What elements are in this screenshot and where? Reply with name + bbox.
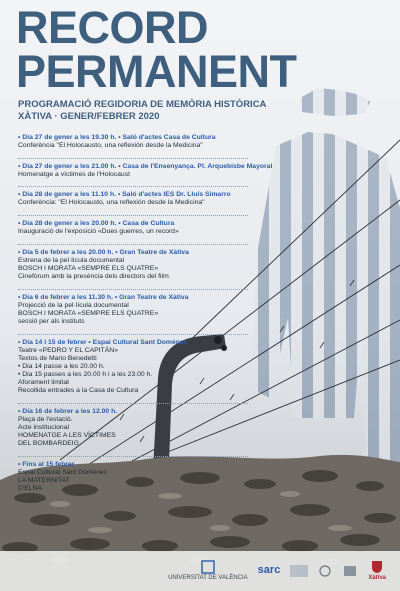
event-detail-line: D'ELNA bbox=[18, 484, 42, 492]
divider bbox=[18, 186, 248, 187]
event-detail-line: Inauguració de l'exposició «Dues guerres, un record» bbox=[18, 228, 179, 236]
divider bbox=[18, 215, 248, 216]
divider bbox=[18, 158, 248, 159]
logo-placeholder-1 bbox=[290, 565, 308, 578]
event-detail-line: Plaça de l'estació. bbox=[18, 415, 73, 423]
bullet-icon: • bbox=[18, 191, 23, 199]
divider bbox=[18, 244, 248, 245]
event-header bbox=[18, 134, 278, 142]
sponsor-logos-bar bbox=[0, 551, 400, 591]
logo-universitat-valencia bbox=[168, 560, 248, 582]
subtitle-line-1: PROGRAMACIÓ REGIDORIA DE MEMÒRIA HISTÒRICA bbox=[18, 99, 267, 110]
event-item bbox=[18, 220, 278, 236]
logo-sarc bbox=[257, 563, 281, 576]
event-item bbox=[18, 408, 278, 448]
bullet-icon: • bbox=[18, 460, 23, 468]
subtitle-line-2: XÀTIVA · GENER/FEBRER 2020 bbox=[18, 110, 160, 122]
event-item bbox=[18, 134, 278, 150]
event-detail-line: Recollida entrades a la Casa de Cultura bbox=[18, 387, 139, 395]
event-detail-line: BOSCH I MORATA «SEMPRE ELS QUATRE» bbox=[18, 309, 159, 317]
logo-label: sarc bbox=[257, 563, 281, 576]
event-detail-line: Textos de Mario Benedetti bbox=[18, 354, 97, 362]
event-detail-line: Conferència "El Holocausto, una reflexión desde la Medicina" bbox=[18, 142, 203, 150]
divider bbox=[18, 334, 248, 335]
event-header bbox=[18, 191, 278, 199]
event-header bbox=[18, 339, 278, 347]
event-detail-line: LA MATERNITAT bbox=[18, 476, 70, 484]
event-detail-line: Homenatge a víctimes de l'Holocaust bbox=[18, 170, 130, 178]
divider bbox=[18, 289, 248, 290]
bullet-icon: • bbox=[18, 134, 23, 141]
event-detail-line: Cinefòrum amb la presència dels directors del film bbox=[18, 273, 169, 281]
event-detail-line: • Dia 14 passe a les 20.00 h. bbox=[18, 362, 105, 370]
event-header bbox=[18, 294, 278, 302]
event-header bbox=[18, 408, 278, 416]
bullet-icon: • bbox=[18, 220, 23, 228]
event-detail-line: DEL BOMBARDEIG bbox=[18, 440, 79, 448]
bullet-icon: • bbox=[18, 162, 23, 170]
divider bbox=[18, 403, 248, 404]
event-header-text: Dia 27 de gener a les 21.00 h. • Casa de l'Ensenyança. Pl. Arquebisbe Mayoral bbox=[22, 162, 273, 170]
event-detail-line: Espai Cultural Sant Domènec bbox=[18, 468, 108, 476]
event-detail-line: Aforament limitat bbox=[18, 378, 69, 386]
event-header bbox=[18, 461, 278, 469]
event-detail-line: BOSCH I MORATA «SEMPRE ELS QUATRE» bbox=[18, 264, 159, 272]
event-detail-line: Conferència: "El Holocausto, una reflexión desde la Medicina" bbox=[18, 199, 205, 207]
event-list bbox=[18, 134, 278, 501]
event-header bbox=[18, 249, 278, 257]
event-header-text: Dia 6 de febrer a les 11.30 h. • Gran Teatre de Xàtiva bbox=[22, 293, 189, 301]
logo-xativa bbox=[368, 560, 386, 582]
event-detail-line: HOMENATGE A LES VÍCTIMES bbox=[18, 431, 116, 439]
event-item bbox=[18, 461, 278, 493]
event-header-text: Dia 14 i 15 de febrer • Espai Cultural Sant Domènec bbox=[22, 338, 188, 346]
event-item bbox=[18, 191, 278, 207]
poster-subtitle bbox=[18, 99, 266, 122]
poster-title bbox=[16, 2, 297, 97]
event-detail-line: Acte institucional bbox=[18, 423, 70, 431]
logo-placeholder-2 bbox=[318, 565, 332, 578]
bullet-icon: • bbox=[18, 248, 23, 256]
event-detail-line: Teatre «PEDRO Y EL CAPITÁN» bbox=[18, 346, 118, 354]
event-item bbox=[18, 249, 278, 281]
title-line-2: PERMANENT bbox=[16, 46, 297, 97]
event-detail-line: Estrena de la pel·lícula documental bbox=[18, 256, 125, 264]
divider bbox=[18, 456, 248, 457]
bullet-icon: • bbox=[18, 338, 23, 346]
logo-label: Xàtiva bbox=[368, 575, 386, 581]
event-header bbox=[18, 220, 278, 228]
logo-label: UNIVERSITAT DE VALÈNCIA bbox=[168, 575, 248, 581]
event-item bbox=[18, 339, 278, 396]
logo-placeholder-3 bbox=[342, 565, 358, 578]
event-item bbox=[18, 163, 278, 179]
event-item bbox=[18, 294, 278, 326]
event-header-text: Dia 16 de febrer a les 12.00 h. bbox=[22, 407, 118, 415]
event-header bbox=[18, 163, 278, 171]
event-header-text: Dia 28 de gener a les 11.10 h. • Saló d'actes IES Dr. Lluís Simarro bbox=[22, 191, 231, 199]
event-detail-line: Projecció de la pel·lícula documental bbox=[18, 301, 129, 309]
title-line-1: RECORD bbox=[16, 2, 209, 53]
event-header-text: Dia 27 de gener a les 19.30 h. • Saló d'actes Casa de Cultura bbox=[22, 134, 216, 141]
event-header-text: Dia 5 de febrer a les 20.00 h. • Gran Teatre de Xàtiva bbox=[22, 248, 189, 256]
event-detail-line: • Dia 15 passes a les 20.00 h i a les 23.00 h. bbox=[18, 370, 153, 378]
bullet-icon: • bbox=[18, 407, 23, 415]
event-header-text: Fins al 15 febrer bbox=[22, 460, 75, 468]
event-detail-line: sessió per als instituts bbox=[18, 317, 85, 325]
bullet-icon: • bbox=[18, 293, 23, 301]
event-header-text: Dia 28 de gener a les 20.00 h. • Casa de Cultura bbox=[22, 220, 175, 228]
